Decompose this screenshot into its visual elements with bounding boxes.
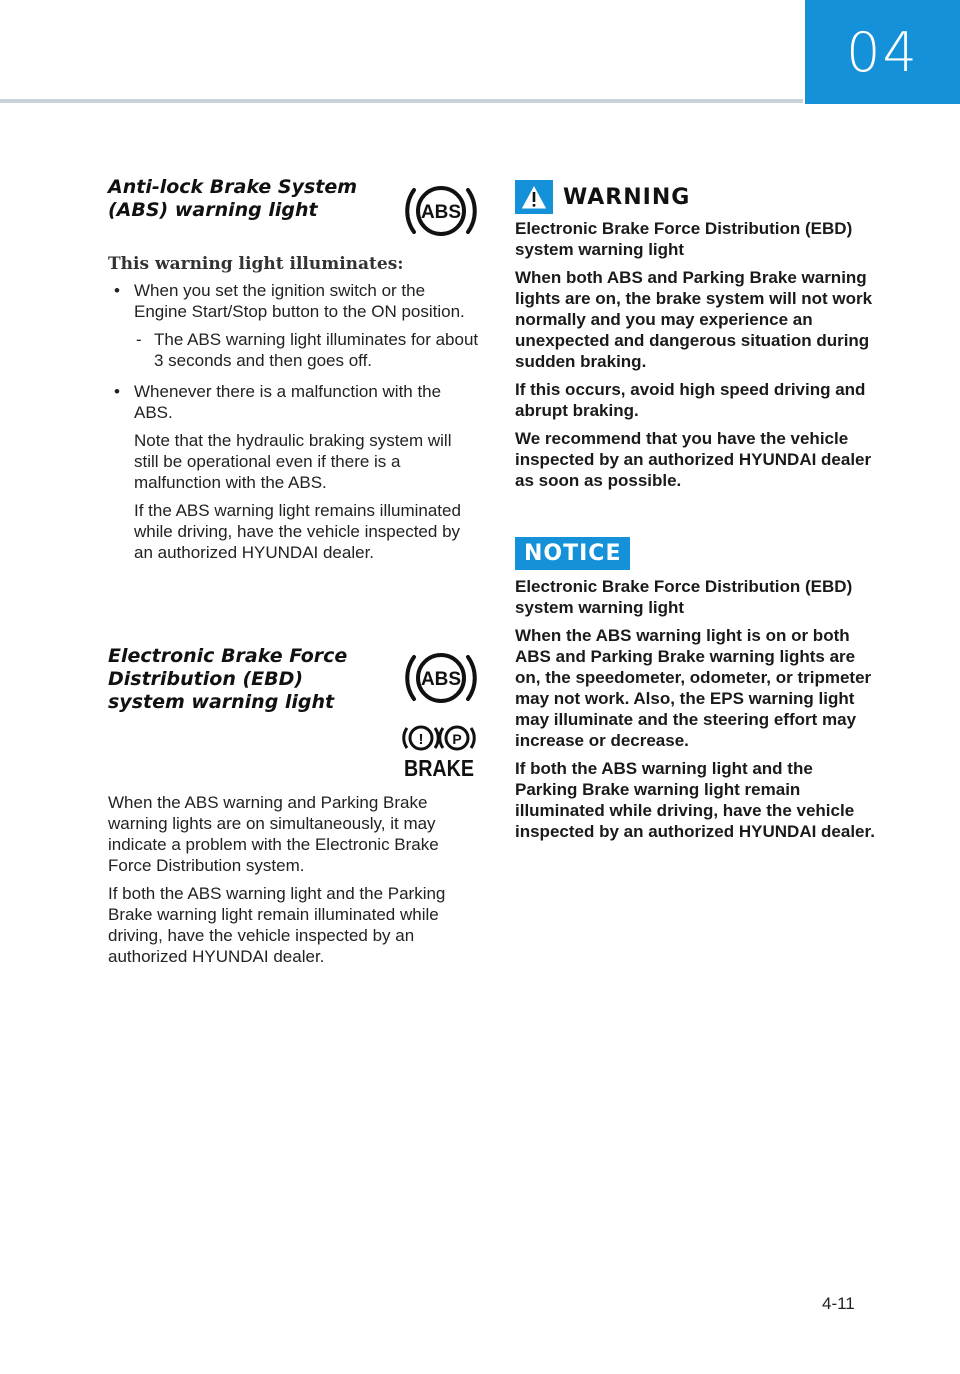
warning-triangle-icon xyxy=(515,180,553,214)
warning-header xyxy=(515,180,690,214)
chapter-tab: 04 xyxy=(805,0,960,104)
abs-bullet-2: • Whenever there is a malfunction with the ABS. xyxy=(134,382,442,422)
page-number: 4-11 xyxy=(822,1294,855,1313)
notice-paragraph-1: When the ABS warning light is on or both ABS and Parking Brake warning lights are on, the speedometer, odometer, or tripmeter may not work. Also, the EPS warning light may illuminate and the steering effort may increase or decrease. xyxy=(515,626,872,750)
warning-paragraph-1: When both ABS and Parking Brake warning lights are on, the brake system will not work normally and you may experience an unexpected and dangerous situation during sudden braking. xyxy=(515,268,873,371)
ebd-heading: Electronic Brake Force Distribution (EBD) system warning light xyxy=(108,645,348,713)
warning-subtitle: Electronic Brake Force Distribution (EBD) system warning light xyxy=(515,219,853,259)
warning-title: WARNING xyxy=(563,184,691,210)
svg-text:ABS: ABS xyxy=(420,202,462,223)
abs-lead: This warning light illuminates: xyxy=(108,254,404,274)
abs-warning-lamp-icon xyxy=(406,176,476,246)
ebd-abs-lamp-icon xyxy=(406,643,476,713)
warning-paragraph-3: We recommend that you have the vehicle inspected by an authorized HYUNDAI dealer as soon as possible. xyxy=(515,429,872,490)
abs-bullet-list xyxy=(108,280,480,573)
list-item xyxy=(108,381,480,563)
abs-bullet-1-sub: - The ABS warning light illuminates for about 3 seconds and then goes off. xyxy=(134,329,480,371)
abs-heading: Anti-lock Brake System (ABS) warning light xyxy=(108,176,358,221)
svg-text:P: P xyxy=(452,731,462,747)
parking-brake-lamp-icon xyxy=(402,722,476,781)
notice-badge: NOTICE xyxy=(515,537,630,570)
ebd-paragraph-2: If both the ABS warning light and the Parking Brake warning light remain illuminated while driving, have the vehicle inspected by an authorized HYUNDAI dealer. xyxy=(108,884,446,966)
warning-block xyxy=(515,218,875,498)
abs-bullet-2-note: Note that the hydraulic braking system will still be operational even if there is a malfunction with the ABS. xyxy=(134,431,452,492)
svg-text:ABS: ABS xyxy=(420,669,462,690)
warning-paragraph-2: If this occurs, avoid high speed driving and abrupt braking. xyxy=(515,380,866,420)
header-rule xyxy=(0,99,803,103)
svg-text:BRAKE: BRAKE xyxy=(404,755,474,781)
ebd-paragraph-1: When the ABS warning and Parking Brake warning lights are on simultaneously, it may indicate a problem with the Electronic Brake Force Distribution system. xyxy=(108,793,439,875)
abs-bullet-2-advice: If the ABS warning light remains illuminated while driving, have the vehicle inspected by an authorized HYUNDAI dealer. xyxy=(134,501,461,562)
ebd-body xyxy=(108,792,480,974)
abs-bullet-1: • When you set the ignition switch or the Engine Start/Stop button to the ON position. xyxy=(134,281,465,321)
notice-subtitle: Electronic Brake Force Distribution (EBD) system warning light xyxy=(515,577,853,617)
svg-text:!: ! xyxy=(418,731,424,748)
notice-block xyxy=(515,576,875,849)
notice-paragraph-2: If both the ABS warning light and the Parking Brake warning light remain illuminated while driving, have the vehicle inspected by an authorized HYUNDAI dealer. xyxy=(515,759,875,841)
list-item xyxy=(108,280,480,371)
